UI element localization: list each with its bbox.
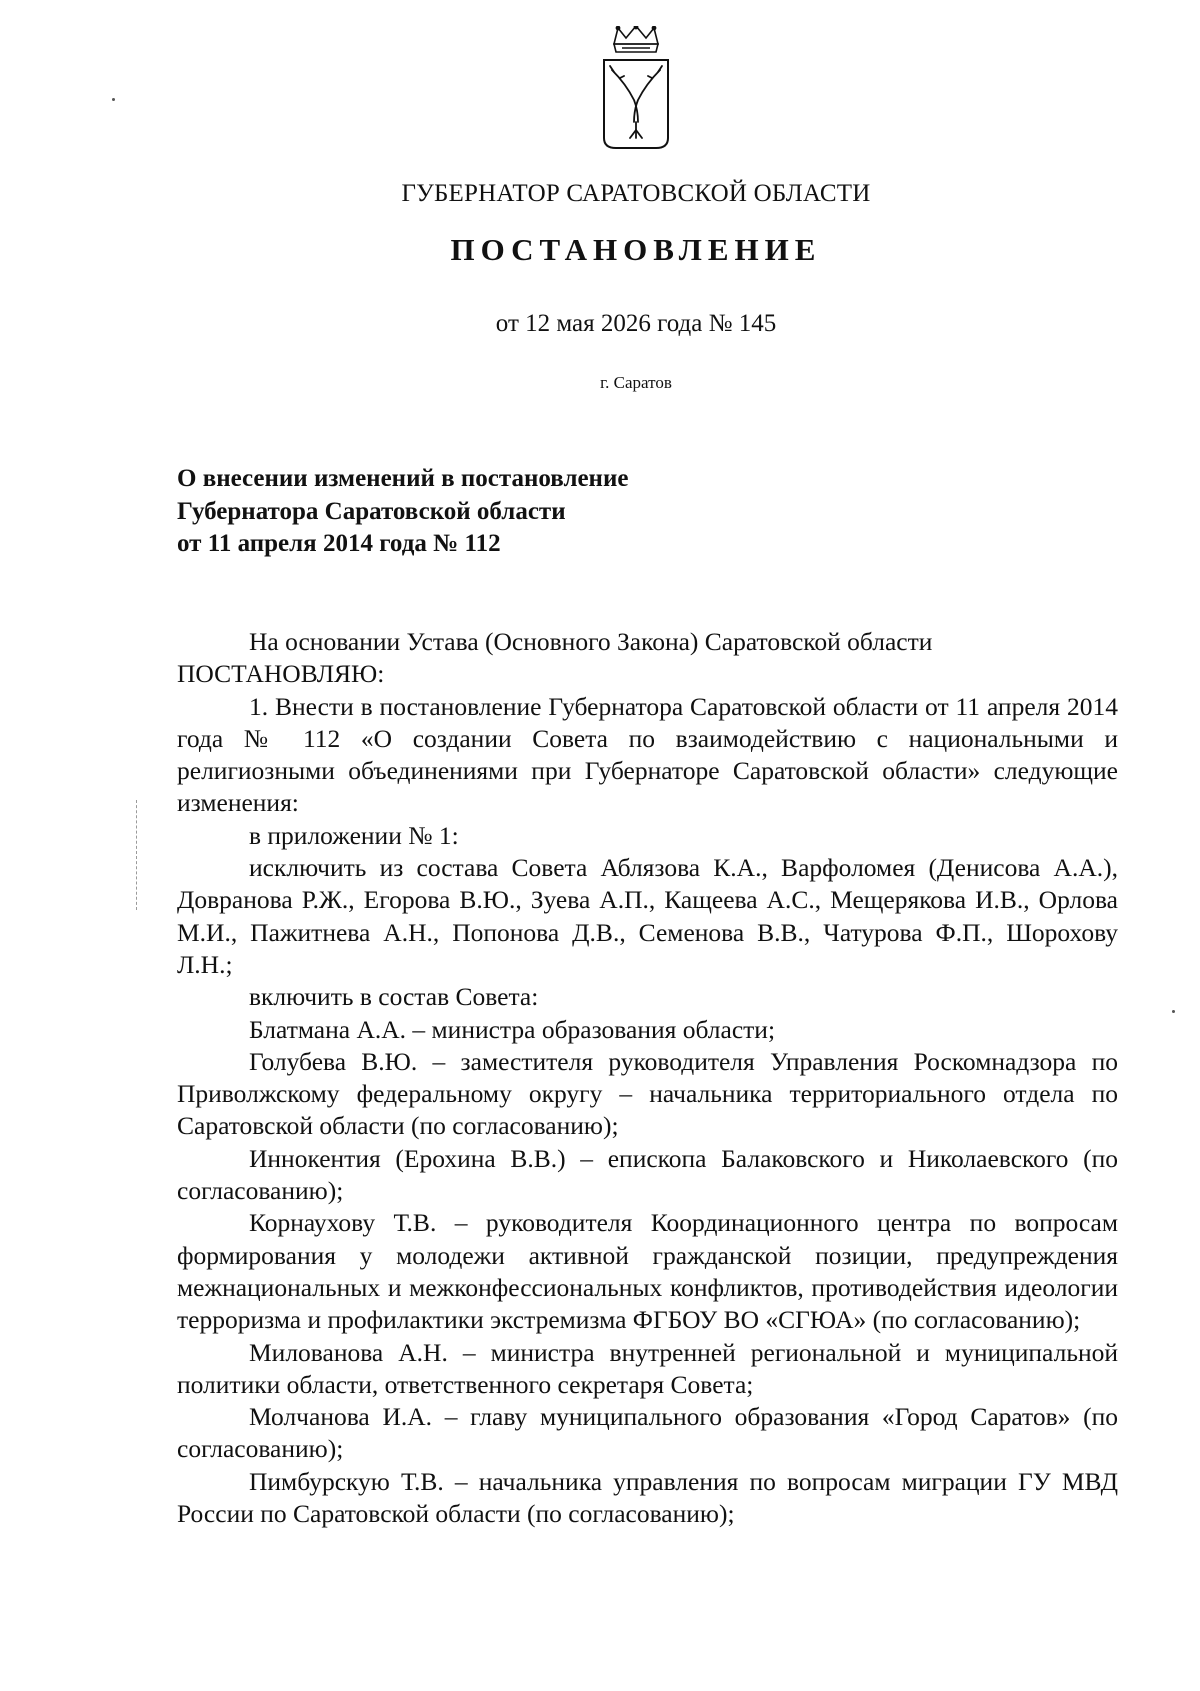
subject-line: Губернатора Саратовской области: [177, 497, 566, 525]
body-paragraph: включить в состав Совета:: [249, 982, 539, 1012]
document-city: г. Саратов: [600, 373, 672, 392]
body-paragraph: Молчанова И.А. – главу муниципального образования «Город Саратов» (по согласованию);: [177, 1402, 1118, 1464]
coat-of-arms-icon: [596, 26, 676, 154]
scan-speck: [112, 98, 115, 101]
body-paragraph: На основании Устава (Основного Закона) Саратовской области: [249, 627, 933, 656]
document-type-title: ПОСТАНОВЛЕНИЕ: [450, 232, 822, 267]
subject-line: от 11 апреля 2014 года № 112: [177, 530, 501, 557]
body-paragraph: Блатмана А.А. – министра образования области;: [249, 1014, 776, 1044]
body-paragraph: Иннокентия (Ерохина В.В.) – епископа Балаковского и Николаевского (по согласованию);: [177, 1143, 1118, 1206]
body-paragraph: Милованова А.Н. – министра внутренней региональной и муниципальной политики области, ответственного секретаря Совета;: [177, 1337, 1118, 1399]
document-body: [177, 626, 1118, 1530]
body-paragraph: 1. Внести в постановление Губернатора Саратовской области от 11 апреля 2014 года № 112 «О создании Совета по взаимодействию с национальными и религиозными объединениями при Губернаторе Саратовской области» следующие изменения:: [177, 691, 1118, 818]
body-paragraph: Корнаухову Т.В. – руководителя Координационного центра по вопросам формирования у молодежи активной гражданской позиции, предупреждения межнациональных и межконфессиональных конфликтов, противодействия идеологии терроризма и профилактики экстремизма ФГБОУ ВО «СГЮА» (по согласованию);: [177, 1208, 1118, 1335]
body-paragraph: Пимбурскую Т.В. – начальника управления по вопросам миграции ГУ МВД России по Саратовской области (по согласованию);: [177, 1466, 1118, 1529]
body-paragraph: исключить из состава Совета Аблязова К.А., Варфоломея (Денисова А.А.), Довранова Р.Ж., Егорова В.Ю., Зуева А.П., Кащеева А.С., Мещерякова И.В., Орлова М.И., Пажитнева А.Н., Попонова Д.В., Семенова В.В., Чатурова Ф.П., Шорохову Л.Н.;: [177, 853, 1118, 979]
body-paragraph: в приложении № 1:: [249, 820, 459, 850]
body-paragraph: Голубева В.Ю. – заместителя руководителя Управления Роскомнадзора по Приволжскому федеральному округу – начальника территориального отдела по Саратовской области (по согласованию);: [177, 1046, 1118, 1141]
issuing-authority: ГУБЕРНАТОР САРАТОВСКОЙ ОБЛАСТИ: [401, 180, 871, 207]
scan-speck: [1172, 1010, 1175, 1013]
document-subject: [177, 463, 777, 561]
subject-line: О внесении изменений в постановление: [177, 465, 629, 492]
body-paragraph: ПОСТАНОВЛЯЮ:: [177, 659, 385, 689]
scan-margin-mark: [136, 800, 139, 910]
document-date-number: от 12 мая 2026 года № 145: [495, 310, 777, 337]
